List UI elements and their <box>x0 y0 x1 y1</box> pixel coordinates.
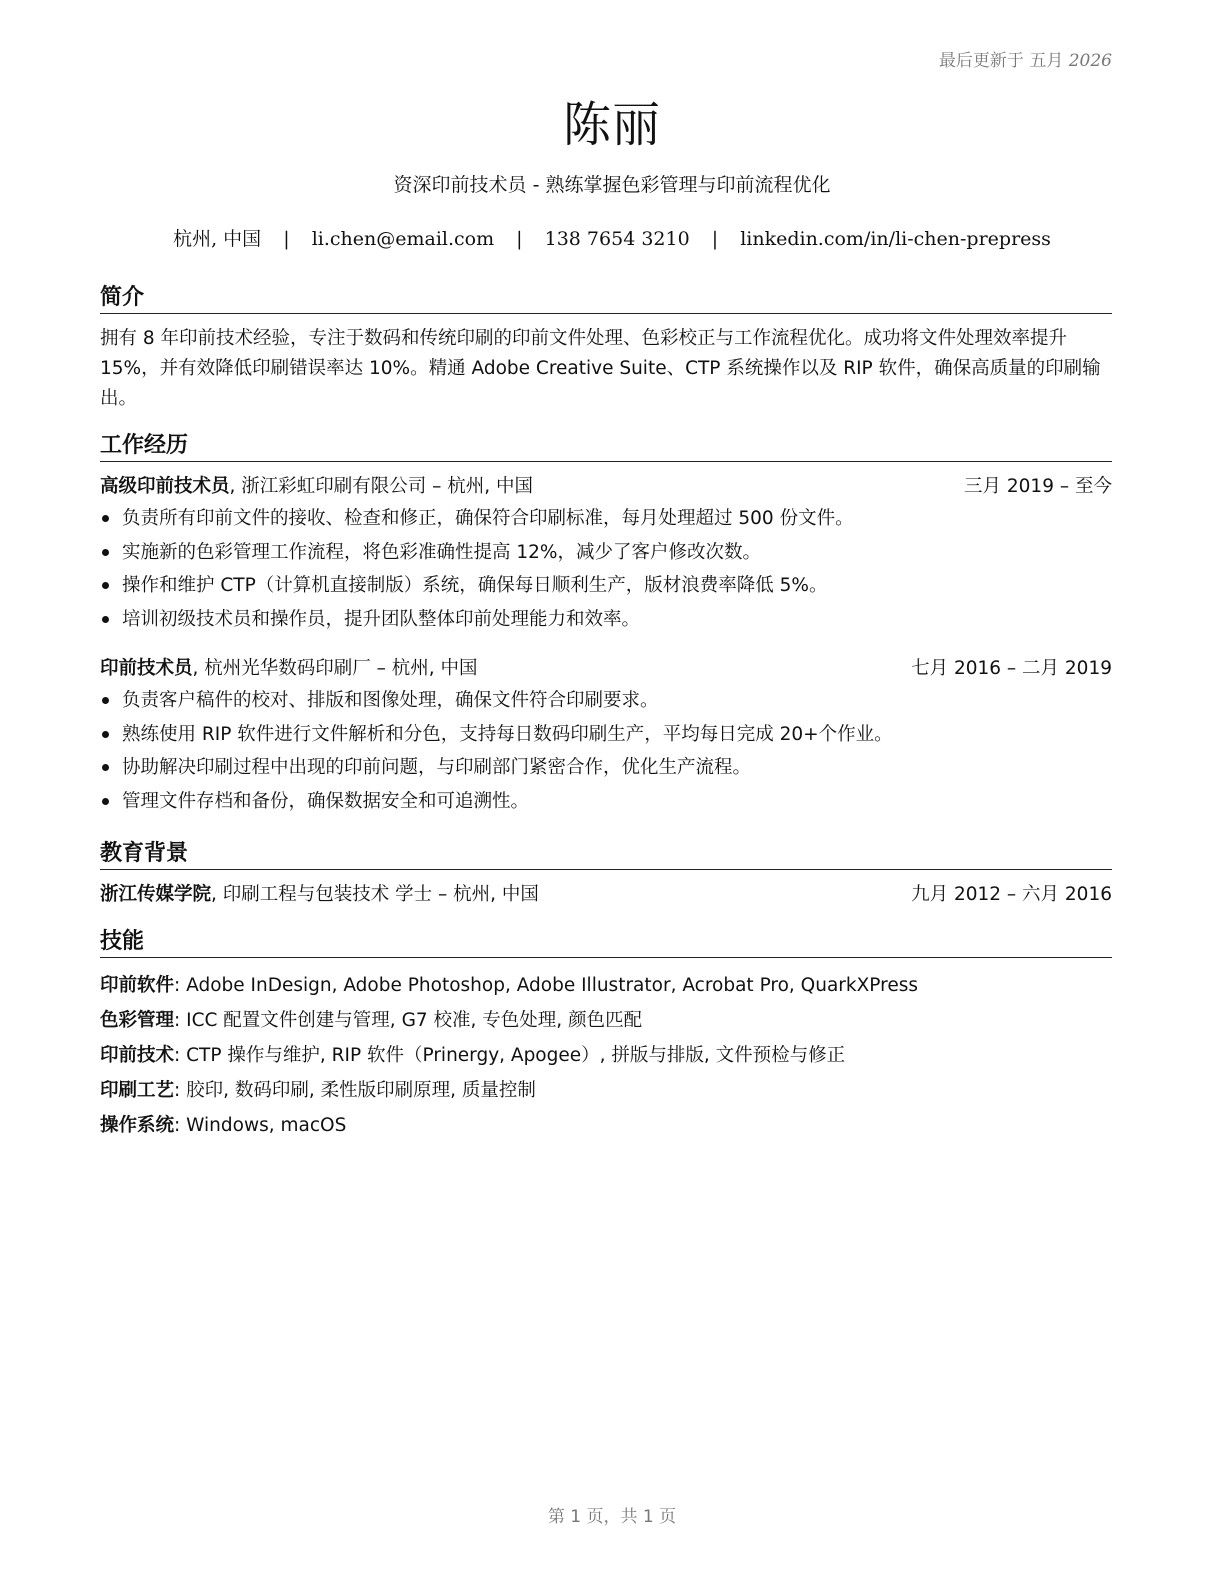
last-updated <box>939 46 1112 71</box>
education-dates: 九月 2012 – 六月 2016 <box>911 884 1112 905</box>
skill-row <box>100 1108 1112 1143</box>
contact-linkedin[interactable]: linkedin.com/in/li-chen-prepress <box>740 228 1051 250</box>
resume-content <box>100 272 1112 1143</box>
skill-row <box>100 1073 1112 1108</box>
candidate-headline: 资深印前技术员 - 熟练掌握色彩管理与印前流程优化 <box>393 174 831 196</box>
section-title-education: 教育背景 <box>100 836 1112 870</box>
skill-row <box>100 1038 1112 1073</box>
job-bullet: 熟练使用 RIP 软件进行文件解析和分色，支持每日数码印刷生产，平均每日完成 20+个作业。 <box>122 718 1112 752</box>
job-bullet: 实施新的色彩管理工作流程，将色彩准确性提高 12%，减少了客户修改次数。 <box>122 536 1112 570</box>
contact-location: 杭州, 中国 <box>173 228 262 250</box>
page-footer: 第 1 页，共 1 页 <box>547 1507 677 1527</box>
contact-email[interactable]: li.chen@email.com <box>311 228 495 250</box>
job-bullets <box>100 502 1112 636</box>
skill-value: : Adobe InDesign, Adobe Photoshop, Adobe Illustrator, Acrobat Pro, QuarkXPress <box>174 975 918 996</box>
skill-row <box>100 1003 1112 1038</box>
summary-text: 拥有 8 年印前技术经验，专注于数码和传统印刷的印前文件处理、色彩校正与工作流程优化。成功将文件处理效率提升 15%，并有效降低印刷错误率达 10%。精通 Adobe Creative Suite、CTP 系统操作以及 RIP 软件，确保高质量的印刷输出。 <box>100 328 1101 409</box>
job-entry <box>100 654 1112 818</box>
job-title-line <box>100 654 478 684</box>
education-entry <box>100 880 1112 910</box>
job-bullet: 协助解决印刷过程中出现的印前问题，与印刷部门紧密合作，优化生产流程。 <box>122 751 1112 785</box>
job-bullet: 操作和维护 CTP（计算机直接制版）系统，确保每日顺利生产，版材浪费率降低 5%。 <box>122 569 1112 603</box>
last-updated-label: 最后更新于 五月 <box>938 51 1064 71</box>
job-header <box>100 654 1112 684</box>
skill-label: 印前技术 <box>100 1045 175 1066</box>
section-title-summary: 简介 <box>100 280 1112 314</box>
skill-label: 印前软件 <box>100 975 175 996</box>
section-title-skills: 技能 <box>100 924 1112 958</box>
contact-phone[interactable]: 138 7654 3210 <box>544 228 690 250</box>
job-company: , 杭州光华数码印刷厂 – 杭州, 中国 <box>192 658 478 679</box>
section-title-experience: 工作经历 <box>100 428 1112 462</box>
education-detail: , 印刷工程与包装技术 学士 – 杭州, 中国 <box>211 884 539 905</box>
skill-value: : ICC 配置文件创建与管理, G7 校准, 专色处理, 颜色匹配 <box>174 1010 643 1031</box>
candidate-name: 陈丽 <box>562 97 661 153</box>
skill-row <box>100 968 1112 1003</box>
job-dates: 七月 2016 – 二月 2019 <box>911 658 1112 679</box>
skill-value: : Windows, macOS <box>174 1115 347 1136</box>
job-title: 印前技术员 <box>100 658 193 679</box>
skill-label: 操作系统 <box>100 1115 175 1136</box>
job-entry <box>100 472 1112 636</box>
skill-label: 印刷工艺 <box>100 1080 175 1101</box>
education-line <box>100 880 539 910</box>
job-title: 高级印前技术员 <box>100 476 230 497</box>
skills-list <box>100 968 1112 1143</box>
job-company: , 浙江彩虹印刷有限公司 – 杭州, 中国 <box>229 476 534 497</box>
contact-separator: | <box>711 228 719 250</box>
contact-line <box>0 224 1224 251</box>
job-dates: 三月 2019 – 至今 <box>964 476 1112 497</box>
contact-separator: | <box>516 228 523 250</box>
job-bullet: 负责所有印前文件的接收、检查和修正，确保符合印刷标准，每月处理超过 500 份文件。 <box>122 502 1112 536</box>
job-header <box>100 472 1112 502</box>
education-school: 浙江传媒学院 <box>100 884 212 905</box>
job-bullet: 负责客户稿件的校对、排版和图像处理，确保文件符合印刷要求。 <box>122 684 1112 718</box>
last-updated-year: 2026 <box>1068 51 1112 71</box>
contact-separator: | <box>283 228 290 250</box>
skill-value: : CTP 操作与维护, RIP 软件（Prinergy, Apogee）, 拼版与排版, 文件预检与修正 <box>174 1045 846 1066</box>
job-title-line <box>100 472 533 502</box>
job-bullet: 培训初级技术员和操作员，提升团队整体印前处理能力和效率。 <box>122 603 1112 637</box>
job-bullet: 管理文件存档和备份，确保数据安全和可追溯性。 <box>122 785 1112 819</box>
skill-label: 色彩管理 <box>100 1010 175 1031</box>
job-bullets <box>100 684 1112 818</box>
skill-value: : 胶印, 数码印刷, 柔性版印刷原理, 质量控制 <box>174 1080 536 1101</box>
